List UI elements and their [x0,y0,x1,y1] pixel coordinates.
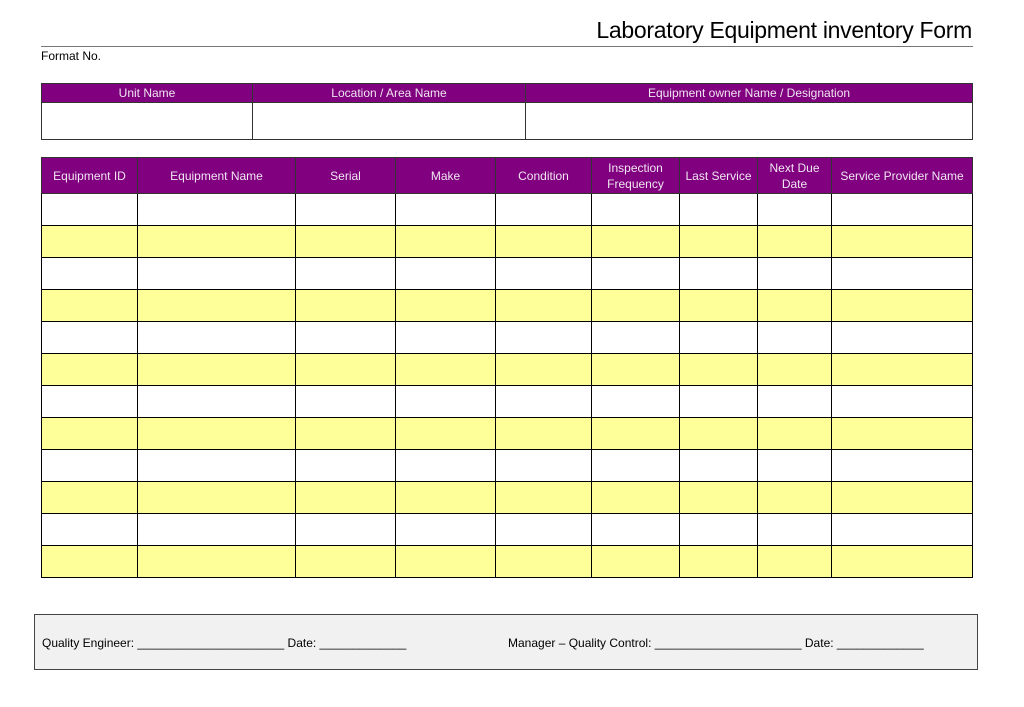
table-cell[interactable] [496,386,592,418]
col-equipment-id: Equipment ID [42,158,138,194]
col-last-service: Last Service [680,158,758,194]
table-cell[interactable] [42,450,138,482]
table-cell[interactable] [680,418,758,450]
table-cell[interactable] [496,418,592,450]
col-next-due-date: Next Due Date [758,158,832,194]
table-cell[interactable] [832,258,973,290]
table-row [42,546,973,578]
table-cell[interactable] [396,482,496,514]
table-cell[interactable] [592,354,680,386]
table-cell[interactable] [296,194,396,226]
table-cell[interactable] [758,226,832,258]
table-cell[interactable] [680,322,758,354]
table-cell[interactable] [832,322,973,354]
table-cell[interactable] [832,354,973,386]
table-cell[interactable] [296,290,396,322]
table-cell[interactable] [592,418,680,450]
table-cell[interactable] [680,354,758,386]
table-cell[interactable] [758,322,832,354]
table-cell[interactable] [296,482,396,514]
table-row [42,258,973,290]
col-service-provider-name: Service Provider Name [832,158,973,194]
col-condition: Condition [496,158,592,194]
table-cell[interactable] [758,354,832,386]
table-cell[interactable] [42,258,138,290]
table-cell[interactable] [42,194,138,226]
table-row [42,482,973,514]
table-cell[interactable] [138,418,296,450]
table-cell[interactable] [496,546,592,578]
table-row [42,354,973,386]
table-cell[interactable] [42,322,138,354]
header-location-area-name: Location / Area Name [253,84,526,103]
table-cell[interactable] [396,194,496,226]
table-cell[interactable] [680,194,758,226]
table-cell[interactable] [138,354,296,386]
table-row [42,418,973,450]
table-cell[interactable] [296,226,396,258]
table-cell[interactable] [592,546,680,578]
table-cell[interactable] [396,322,496,354]
table-cell[interactable] [396,226,496,258]
table-cell[interactable] [592,450,680,482]
table-cell[interactable] [42,226,138,258]
table-cell[interactable] [758,258,832,290]
table-cell[interactable] [496,194,592,226]
col-make: Make [396,158,496,194]
table-cell[interactable] [832,482,973,514]
table-cell[interactable] [138,386,296,418]
table-row [42,226,973,258]
table-cell[interactable] [496,258,592,290]
info-table [41,83,973,140]
table-cell[interactable] [832,194,973,226]
col-inspection-frequency: Inspection Frequency [592,158,680,194]
table-cell[interactable] [832,226,973,258]
table-cell[interactable] [42,546,138,578]
table-cell[interactable] [138,450,296,482]
table-cell[interactable] [296,354,396,386]
table-cell[interactable] [138,226,296,258]
table-cell[interactable] [396,546,496,578]
table-cell[interactable] [138,258,296,290]
table-cell[interactable] [296,386,396,418]
table-cell[interactable] [680,386,758,418]
table-cell[interactable] [592,322,680,354]
table-cell[interactable] [496,450,592,482]
table-cell[interactable] [296,450,396,482]
table-cell[interactable] [496,290,592,322]
table-cell[interactable] [680,514,758,546]
table-cell[interactable] [296,514,396,546]
table-cell[interactable] [592,386,680,418]
header-equipment-owner: Equipment owner Name / Designation [526,84,973,103]
table-cell[interactable] [758,450,832,482]
table-cell[interactable] [592,290,680,322]
table-cell[interactable] [138,290,296,322]
manager-qc-signature[interactable]: Manager – Quality Control: ______________________ Date: _____________ [508,636,924,650]
location-area-field[interactable] [253,103,526,140]
table-row [42,386,973,418]
table-row [42,194,973,226]
table-row [42,514,973,546]
table-cell[interactable] [396,386,496,418]
header-unit-name: Unit Name [42,84,253,103]
table-cell[interactable] [138,482,296,514]
table-cell[interactable] [680,258,758,290]
table-cell[interactable] [758,482,832,514]
table-cell[interactable] [42,386,138,418]
table-cell[interactable] [832,546,973,578]
table-cell[interactable] [592,514,680,546]
table-cell[interactable] [42,418,138,450]
table-cell[interactable] [138,546,296,578]
table-cell[interactable] [396,258,496,290]
table-row [42,450,973,482]
table-cell[interactable] [592,482,680,514]
table-cell[interactable] [296,418,396,450]
col-equipment-name: Equipment Name [138,158,296,194]
table-cell[interactable] [496,354,592,386]
table-cell[interactable] [832,290,973,322]
table-cell[interactable] [758,290,832,322]
table-cell[interactable] [680,546,758,578]
table-row [42,322,973,354]
table-cell[interactable] [592,258,680,290]
table-cell[interactable] [296,546,396,578]
table-cell[interactable] [396,514,496,546]
table-cell[interactable] [832,514,973,546]
inventory-table [41,157,973,578]
table-cell[interactable] [832,450,973,482]
table-cell[interactable] [680,290,758,322]
table-cell[interactable] [496,482,592,514]
table-cell[interactable] [680,482,758,514]
quality-engineer-signature[interactable]: Quality Engineer: ______________________ Date: _____________ [42,636,407,650]
format-no-label: Format No. [41,49,102,63]
table-cell[interactable] [758,386,832,418]
table-cell[interactable] [496,514,592,546]
table-cell[interactable] [832,386,973,418]
table-cell[interactable] [758,514,832,546]
signature-box [34,614,978,670]
table-cell[interactable] [758,418,832,450]
table-cell[interactable] [396,450,496,482]
table-cell[interactable] [592,226,680,258]
title-divider [41,46,973,47]
table-cell[interactable] [296,258,396,290]
table-cell[interactable] [42,514,138,546]
table-cell[interactable] [42,482,138,514]
table-cell[interactable] [138,514,296,546]
table-cell[interactable] [680,450,758,482]
table-cell[interactable] [42,290,138,322]
table-cell[interactable] [680,226,758,258]
unit-name-field[interactable] [42,103,253,140]
table-cell[interactable] [296,322,396,354]
col-serial: Serial [296,158,396,194]
table-cell[interactable] [758,194,832,226]
table-row [42,290,973,322]
table-cell[interactable] [42,354,138,386]
table-cell[interactable] [396,354,496,386]
table-cell[interactable] [496,322,592,354]
table-cell[interactable] [138,194,296,226]
equipment-owner-field[interactable] [526,103,973,140]
table-cell[interactable] [758,546,832,578]
table-cell[interactable] [396,290,496,322]
table-cell[interactable] [138,322,296,354]
table-cell[interactable] [592,194,680,226]
table-cell[interactable] [496,226,592,258]
table-cell[interactable] [396,418,496,450]
form-title: Laboratory Equipment inventory Form [596,17,972,43]
table-cell[interactable] [832,418,973,450]
